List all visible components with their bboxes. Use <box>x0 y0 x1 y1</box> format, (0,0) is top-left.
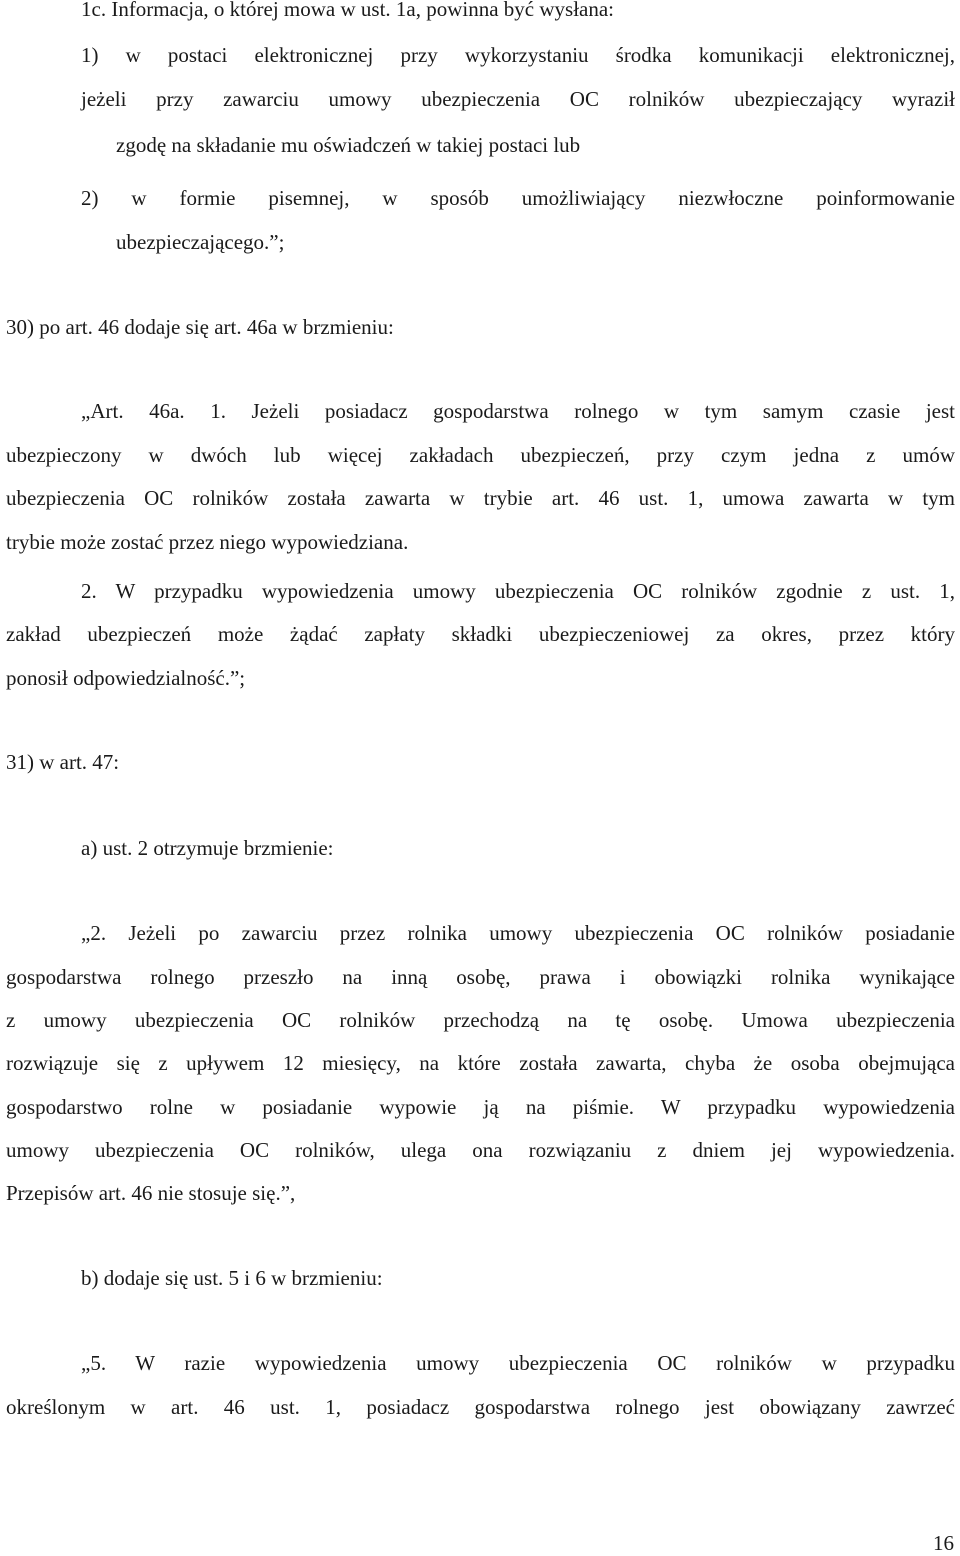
text-line: a) ust. 2 otrzymuje brzmienie: <box>81 836 334 860</box>
text-line: „Art. 46a. 1. Jeżeli posiadacz gospodarstwa rolnego w tym samym czasie jest <box>81 399 955 423</box>
text-line: „2. Jeżeli po zawarciu przez rolnika umowy ubezpieczenia OC rolników posiadanie <box>81 921 955 945</box>
text-line: z umowy ubezpieczenia OC rolników przechodzą na tę osobę. Umowa ubezpieczenia <box>6 1008 955 1032</box>
text-line: zgodę na składanie mu oświadczeń w takiej postaci lub <box>116 133 581 157</box>
text-line: 31) w art. 47: <box>6 750 120 774</box>
text-line: jeżeli przy zawarciu umowy ubezpieczenia OC rolników ubezpieczający wyraził <box>81 87 955 111</box>
text-line: 2) w formie pisemnej, w sposób umożliwiający niezwłoczne poinformowanie <box>81 186 955 210</box>
text-line: trybie może zostać przez niego wypowiedziana. <box>6 530 409 554</box>
text-line: rozwiązuje się z upływem 12 miesięcy, na które została zawarta, chyba że osoba obejmująca <box>6 1051 955 1075</box>
text-line: 30) po art. 46 dodaje się art. 46a w brzmieniu: <box>6 315 394 339</box>
text-line: Przepisów art. 46 nie stosuje się.”, <box>6 1181 296 1205</box>
text-line: ubezpieczony w dwóch lub więcej zakładach ubezpieczeń, przy czym jedna z umów <box>6 443 955 467</box>
text-line: określonym w art. 46 ust. 1, posiadacz gospodarstwa rolnego jest obowiązany zawrzeć <box>6 1395 955 1419</box>
text-line: b) dodaje się ust. 5 i 6 w brzmieniu: <box>81 1266 383 1290</box>
text-line: gospodarstwa rolnego przeszło na inną osobę, prawa i obowiązki rolnika wynikające <box>6 965 955 989</box>
text-line: zakład ubezpieczeń może żądać zapłaty składki ubezpieczeniowej za okres, przez który <box>6 622 955 646</box>
page-number: 16 <box>933 1531 954 1555</box>
text-line: „5. W razie wypowiedzenia umowy ubezpieczenia OC rolników w przypadku <box>81 1351 955 1375</box>
text-line: umowy ubezpieczenia OC rolników, ulega ona rozwiązaniu z dniem jej wypowiedzenia. <box>6 1138 955 1162</box>
text-line: gospodarstwo rolne w posiadanie wypowie ją na piśmie. W przypadku wypowiedzenia <box>6 1095 955 1119</box>
text-line: ponosił odpowiedzialność.”; <box>6 666 246 690</box>
text-line: 1c. Informacja, o której mowa w ust. 1a, powinna być wysłana: <box>81 0 615 21</box>
text-line: ubezpieczenia OC rolników została zawarta w trybie art. 46 ust. 1, umowa zawarta w tym <box>6 486 955 510</box>
text-line: ubezpieczającego.”; <box>116 230 285 254</box>
text-line: 1) w postaci elektronicznej przy wykorzystaniu środka komunikacji elektronicznej, <box>81 43 955 67</box>
text-line: 2. W przypadku wypowiedzenia umowy ubezpieczenia OC rolników zgodnie z ust. 1, <box>81 579 955 603</box>
